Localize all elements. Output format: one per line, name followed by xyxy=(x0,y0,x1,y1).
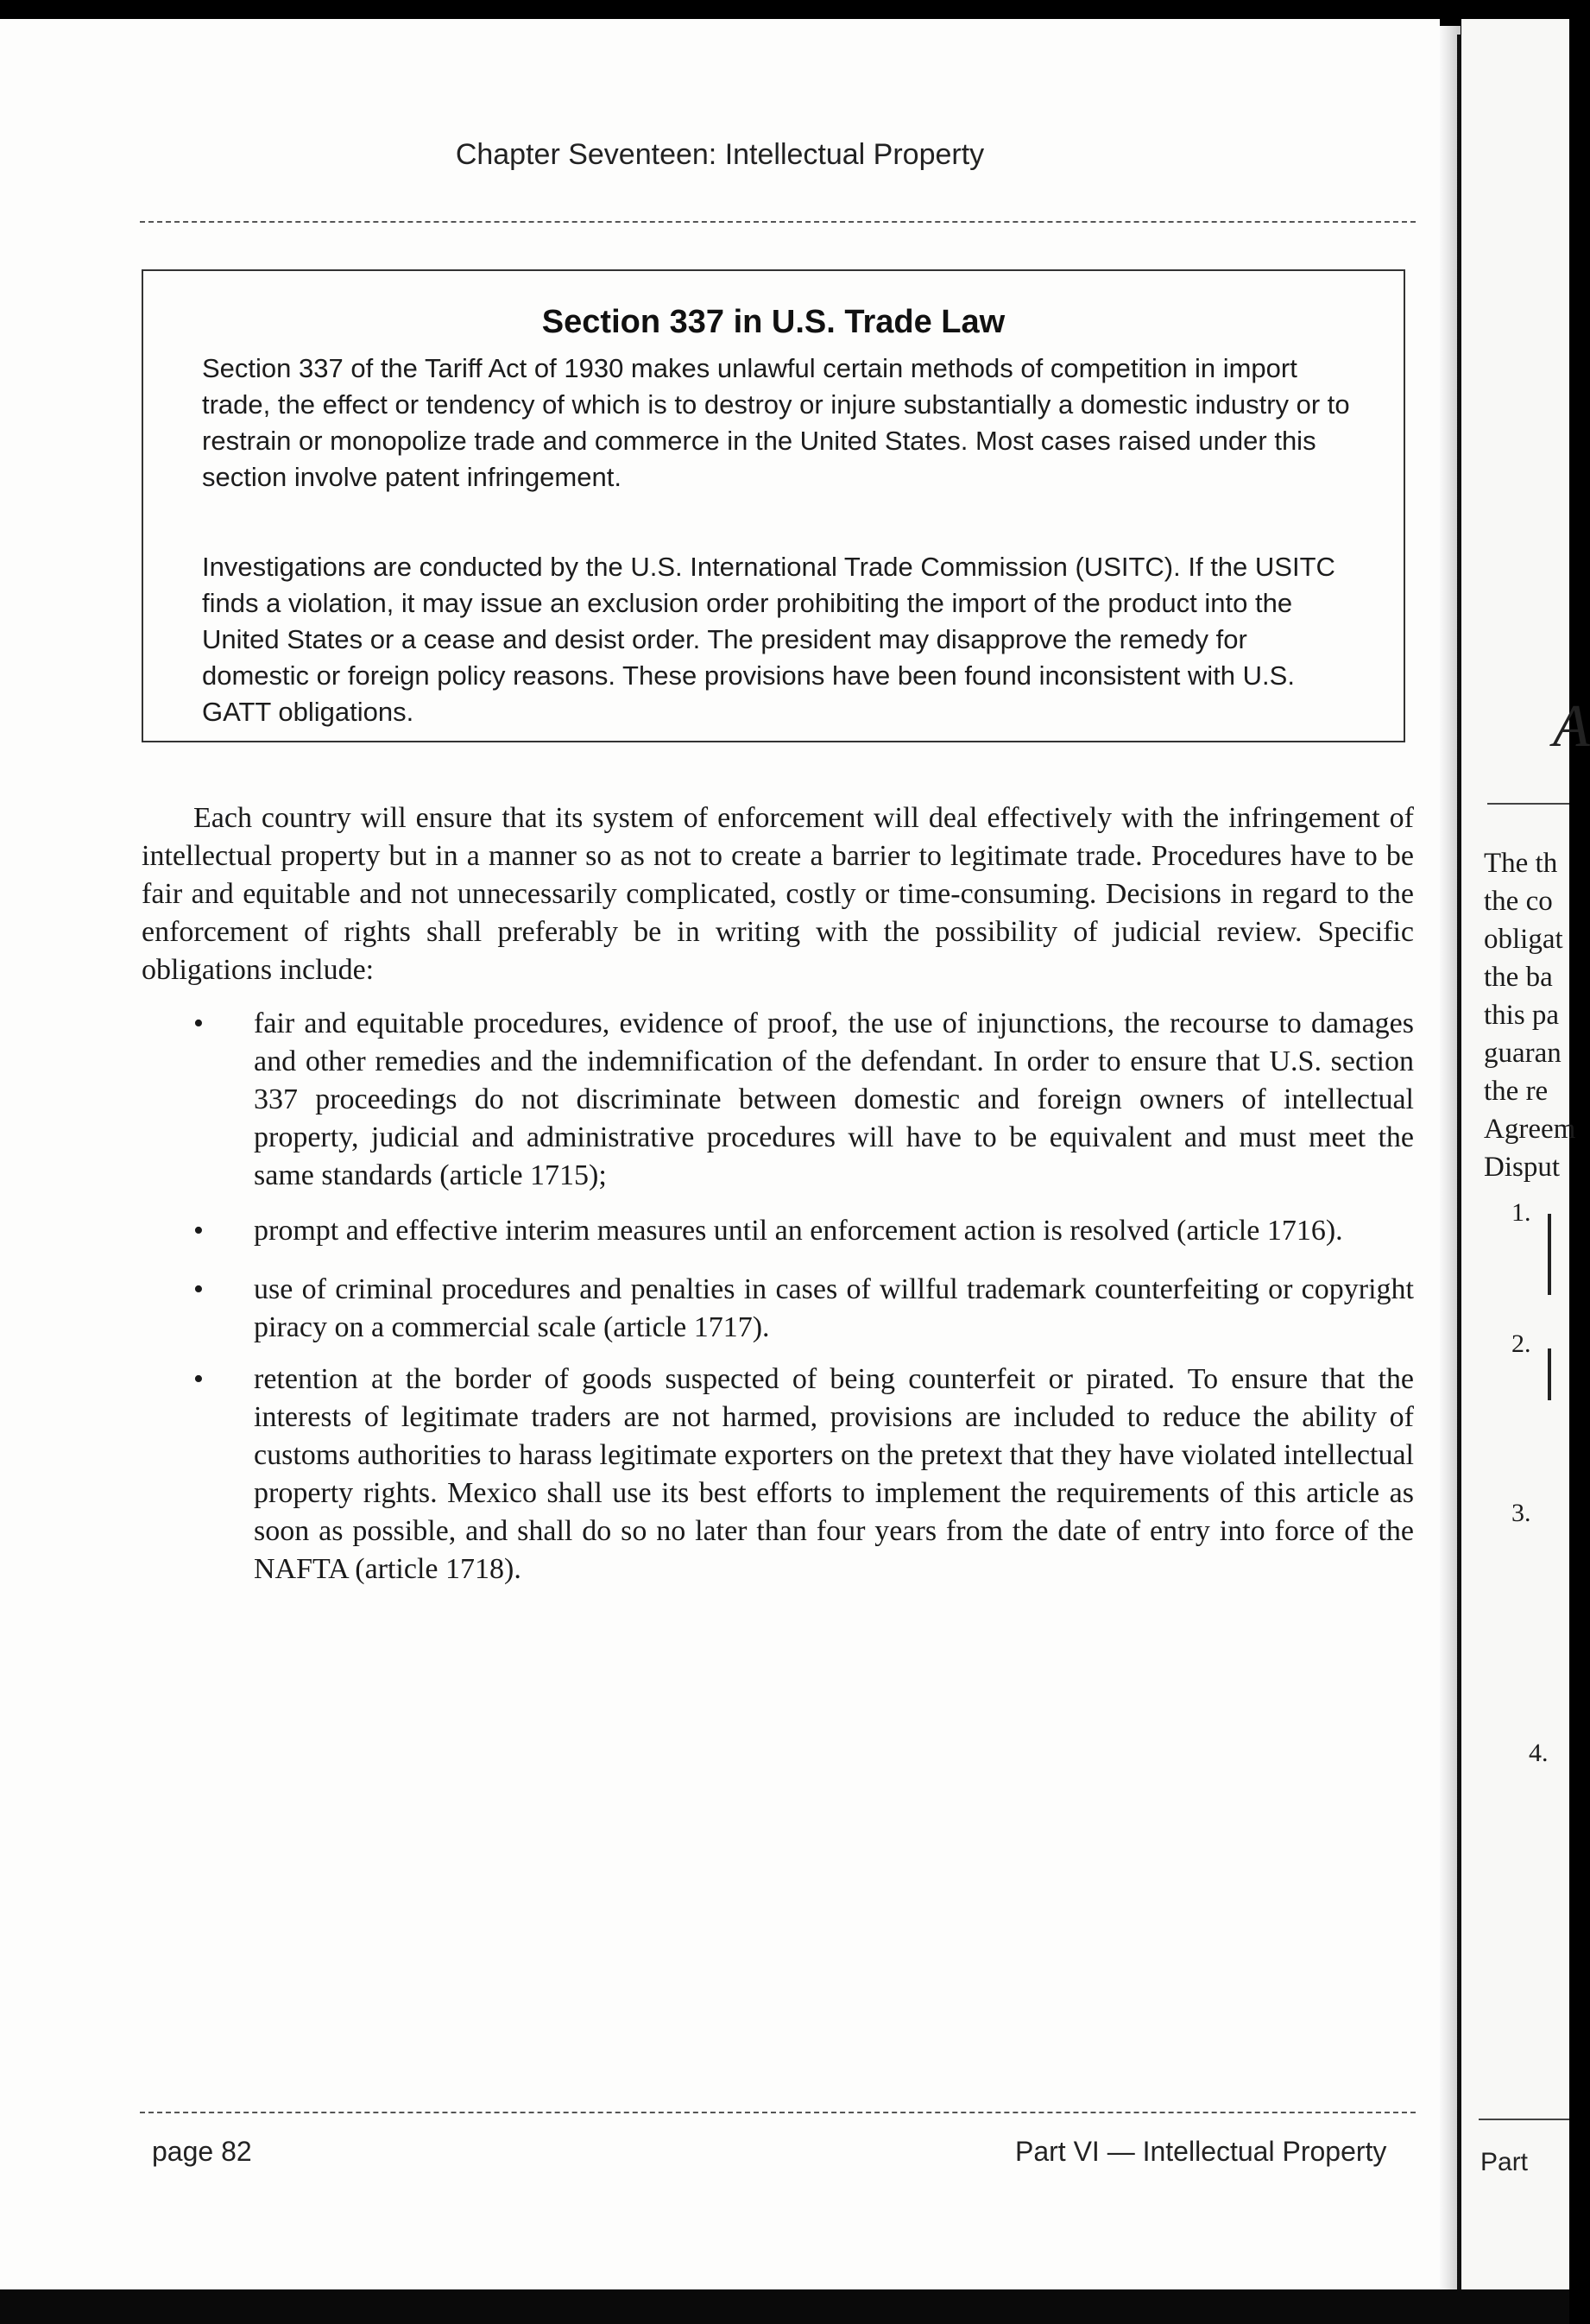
list-item-text: fair and equitable procedures, evidence of proof, the use of injunctions, the recourse to damages and other remedies and the indemnification of the defendant. In order to ensure that U.S. section 337 proceedings do not discriminate between domestic and foreign owners of intellectual property, judicial and administrative procedures will have to be equivalent and must meet the same standards (article 1715); xyxy=(254,1007,1414,1191)
adjacent-page-list-number: 3. xyxy=(1511,1499,1531,1527)
bullet-icon: • xyxy=(193,1273,204,1305)
callout-title: Section 337 in U.S. Trade Law xyxy=(541,304,1006,340)
footer-rule xyxy=(140,2112,1416,2113)
adjacent-page-line: obligat xyxy=(1484,924,1563,955)
adjacent-page-line: Agreem xyxy=(1484,1114,1576,1145)
page-number: page 82 xyxy=(152,2136,252,2167)
callout-paragraph: Section 337 of the Tariff Act of 1930 makes unlawful certain methods of competition in import trade, the effect or tendency of which is to destroy or injure substantially a domestic industry or to restrain or monopolize trade and commerce in the United States. Most cases raised under this section involve patent infringement. xyxy=(202,353,1350,492)
adjacent-page-bracket xyxy=(1548,1348,1551,1400)
section-337-callout-box xyxy=(142,269,1405,742)
part-title: Part VI — Intellectual Property xyxy=(1015,2136,1387,2167)
bullet-icon: • xyxy=(193,1007,204,1039)
adjacent-page-bracket xyxy=(1548,1214,1551,1295)
adjacent-page-heading-letter: A xyxy=(1553,693,1590,760)
adjacent-page-footer-rule xyxy=(1479,2119,1569,2120)
running-header: Chapter Seventeen: Intellectual Property xyxy=(455,138,985,171)
body-intro-paragraph: Each country will ensure that its system of enforcement will deal effectively with the infringement of intellectual property but in a manner so as not to create a barrier to legitimate trade. Procedures have to be fair and equitable and not unnecessarily complicated, costly or time-consuming. Decisions in regard to the enforcement of rights shall preferably be in writing with the possibility of judicial review. Specific obligations include: xyxy=(142,802,1414,986)
list-item-text: prompt and effective interim measures until an enforcement action is resolved (article 1716). xyxy=(254,1215,1343,1247)
list-item-text: retention at the border of goods suspected of being counterfeit or pirated. To ensure that the interests of legitimate traders are not harmed, provisions are included to reduce the ability of customs authorities to harass legitimate exporters on the pretext that they have violated intellectual property rights. Mexico shall use its best efforts to implement the requirements of this article as soon as possible, and shall do so no later than four years from the date of entry into force of the NAFTA (article 1718). xyxy=(254,1363,1414,1585)
adjacent-page-fragment xyxy=(1461,19,1590,2308)
adjacent-page-rule xyxy=(1487,803,1569,805)
list-item-text: use of criminal procedures and penalties in cases of willful trademark counterfeiting or copyright piracy on a commercial scale (article 1717). xyxy=(254,1273,1414,1343)
adjacent-page-line: the co xyxy=(1484,886,1553,917)
adjacent-page-list-number: 2. xyxy=(1511,1329,1531,1358)
adjacent-page-line: guaran xyxy=(1484,1038,1562,1069)
adjacent-page-line: the ba xyxy=(1484,962,1553,993)
adjacent-page-list-number: 1. xyxy=(1511,1198,1531,1227)
scan-bottom-edge xyxy=(0,2289,1569,2324)
callout-paragraph: Investigations are conducted by the U.S. International Trade Commission (USITC). If the USITC finds a violation, it may issue an exclusion order prohibiting the import of the product into the United States or a cease and desist order. The president may disapprove the remedy for domestic or foreign policy reasons. These provisions have been found inconsistent with U.S. GATT obligations. xyxy=(202,552,1335,727)
header-rule xyxy=(140,221,1416,223)
adjacent-page-line: this pa xyxy=(1484,1000,1560,1031)
adjacent-page-line: The th xyxy=(1484,848,1558,879)
adjacent-page-line: Disput xyxy=(1484,1152,1561,1183)
bullet-icon: • xyxy=(193,1363,204,1395)
adjacent-page-footer: Part xyxy=(1480,2148,1529,2176)
adjacent-page-list-number: 4. xyxy=(1529,1739,1549,1767)
bullet-icon: • xyxy=(193,1215,204,1247)
adjacent-page-line: the re xyxy=(1484,1076,1549,1107)
